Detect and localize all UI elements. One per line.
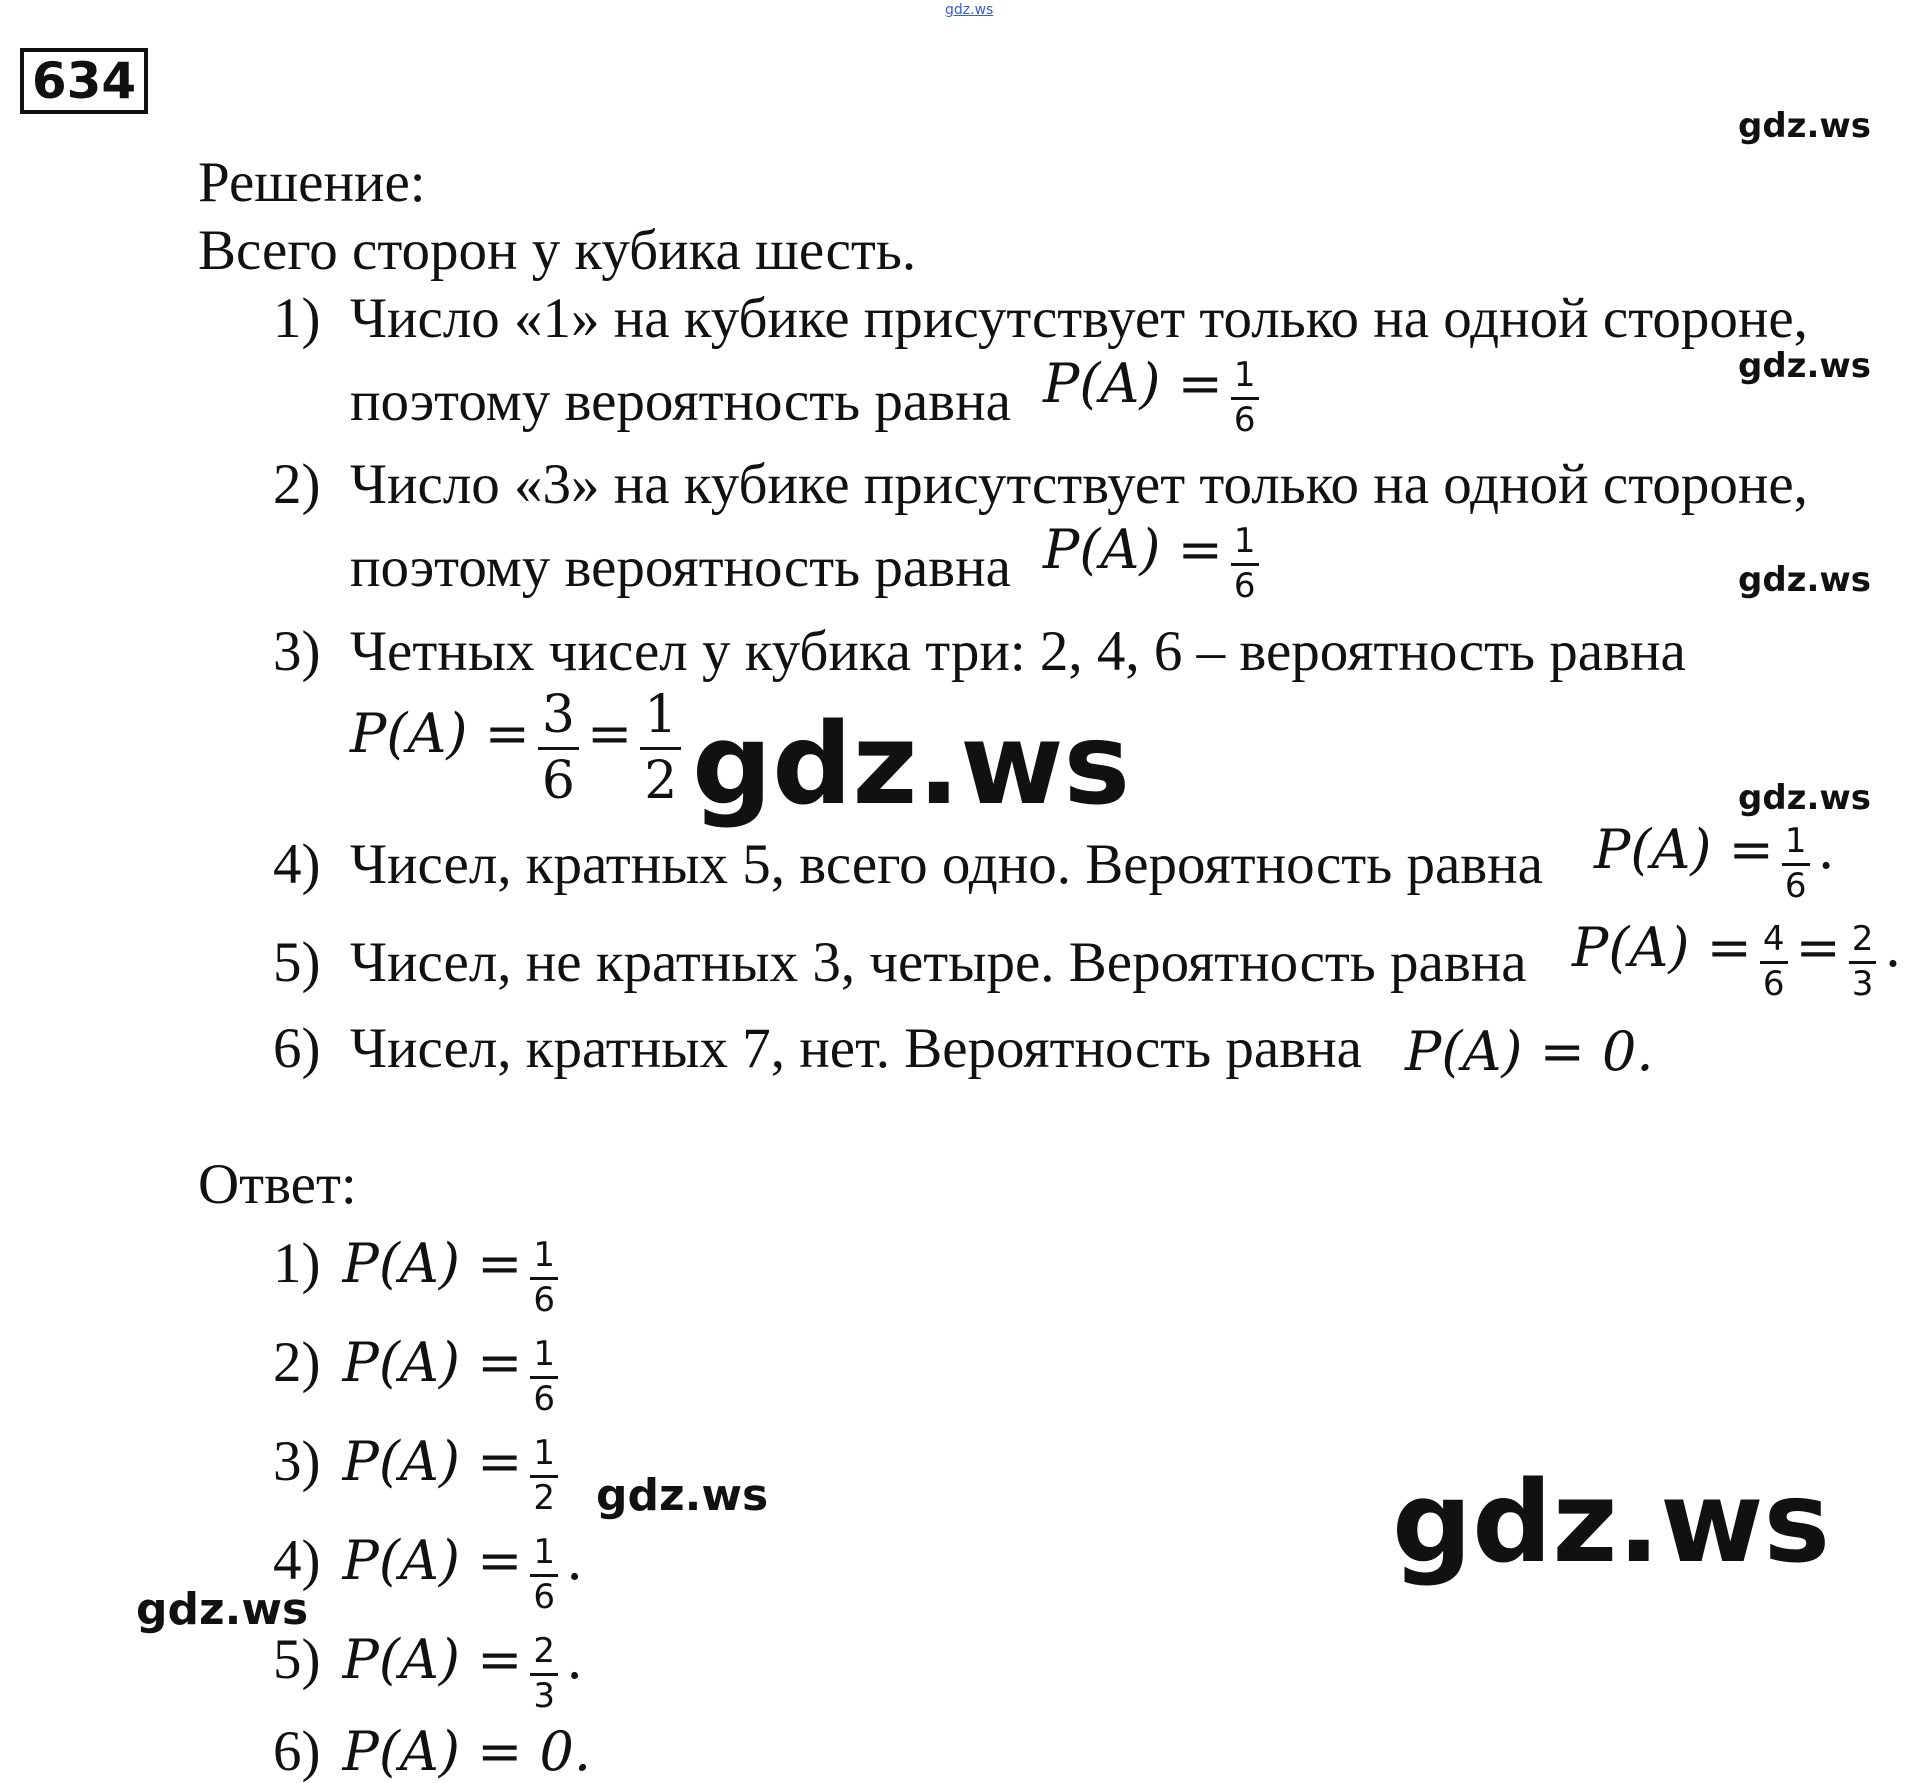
item4-frac-num: 1 xyxy=(1782,824,1810,866)
item3-expr: P(A) = xyxy=(350,701,530,765)
item4-fraction xyxy=(1782,821,1810,906)
answer4-frac-den: 6 xyxy=(533,1576,556,1617)
item4-formula xyxy=(1594,818,1835,905)
watermark-right-1: gdz.ws xyxy=(1738,106,1872,146)
answer3-expr: P(A) = xyxy=(342,1430,523,1493)
watermark-right-2: gdz.ws xyxy=(1738,346,1872,386)
item1-formula xyxy=(1043,352,1263,439)
answer4-frac-num: 1 xyxy=(530,1535,558,1577)
solution-label: Решение: xyxy=(198,151,426,214)
answer5-frac-num: 2 xyxy=(530,1634,558,1676)
answer5-frac-den: 3 xyxy=(533,1675,556,1716)
item2-frac-num: 1 xyxy=(1231,524,1259,566)
answer3-frac-num: 1 xyxy=(530,1436,558,1478)
item1-line2: поэтому вероятность равна xyxy=(350,370,1011,433)
item5-expr: P(A) = xyxy=(1572,916,1752,979)
watermark-top: gdz.ws xyxy=(945,2,994,18)
watermark-large-bottom-right: gdz.ws xyxy=(1392,1458,1831,1588)
answer-row-6 xyxy=(273,1720,591,1783)
item4-text: Чисел, кратных 5, всего одно. Вероятность равна xyxy=(350,833,1543,896)
answer4-expr: P(A) = xyxy=(342,1529,523,1592)
item5-number: 5) xyxy=(273,931,321,994)
item4-expr: P(A) = xyxy=(1594,818,1774,881)
item3-formula xyxy=(350,685,685,811)
answer1-number: 1) xyxy=(273,1232,321,1295)
item1-number: 1) xyxy=(273,287,321,350)
answer3-number: 3) xyxy=(273,1430,321,1493)
answer4-number: 4) xyxy=(273,1529,321,1592)
item3-equals: = xyxy=(586,701,633,765)
answer4-period: . xyxy=(566,1529,584,1592)
item6-number: 6) xyxy=(273,1017,321,1080)
item5-period: . xyxy=(1884,916,1902,979)
watermark-right-3: gdz.ws xyxy=(1738,560,1872,600)
answer-label: Ответ: xyxy=(198,1153,357,1216)
answer3-fraction xyxy=(530,1433,558,1518)
answer4-fraction xyxy=(530,1532,558,1617)
answer5-number: 5) xyxy=(273,1628,321,1691)
answer-row-5 xyxy=(273,1628,583,1715)
answer-row-3 xyxy=(273,1430,562,1517)
answer2-frac-num: 1 xyxy=(530,1337,558,1379)
answer1-fraction xyxy=(530,1235,558,1320)
item1-expr: P(A) = xyxy=(1043,352,1223,415)
watermark-answer-mid: gdz.ws xyxy=(596,1470,769,1521)
item6-expr: P(A) = 0. xyxy=(1405,1020,1654,1083)
item5-frac2-den: 3 xyxy=(1851,963,1874,1004)
item1-frac-num: 1 xyxy=(1231,358,1259,400)
item5-frac1-den: 6 xyxy=(1762,963,1785,1004)
item5-frac1-num: 4 xyxy=(1760,922,1788,964)
answer-row-4 xyxy=(273,1529,583,1616)
watermark-large-center: gdz.ws xyxy=(692,700,1131,830)
item1-frac-den: 6 xyxy=(1233,399,1256,440)
answer-row-1 xyxy=(273,1232,562,1319)
answer2-number: 2) xyxy=(273,1331,321,1394)
item2-expr: P(A) = xyxy=(1043,518,1223,581)
item2-line2: поэтому вероятность равна xyxy=(350,536,1011,599)
item5-text: Чисел, не кратных 3, четыре. Вероятность равна xyxy=(350,931,1527,994)
item6-text: Чисел, кратных 7, нет. Вероятность равна xyxy=(350,1017,1362,1080)
item2-fraction xyxy=(1231,521,1259,606)
item5-frac2-num: 2 xyxy=(1849,922,1877,964)
item2-formula xyxy=(1043,518,1263,605)
intro-text: Всего сторон у кубика шесть. xyxy=(198,219,917,282)
answer-row-2 xyxy=(273,1331,562,1418)
answer1-frac-num: 1 xyxy=(530,1238,558,1280)
item2-frac-den: 6 xyxy=(1233,565,1256,606)
answer1-expr: P(A) = xyxy=(342,1232,523,1295)
answer5-fraction xyxy=(530,1631,558,1716)
item1-line1: Число «1» на кубике присутствует только на одной стороне, xyxy=(350,287,1808,350)
item4-frac-den: 6 xyxy=(1784,865,1807,906)
watermark-right-4: gdz.ws xyxy=(1738,778,1872,818)
answer5-expr: P(A) = xyxy=(342,1628,523,1691)
item5-fraction-2 xyxy=(1849,919,1877,1004)
item2-number: 2) xyxy=(273,453,321,516)
item3-line1: Четных чисел у кубика три: 2, 4, 6 – вероятность равна xyxy=(350,620,1686,683)
answer1-frac-den: 6 xyxy=(533,1279,556,1320)
item4-number: 4) xyxy=(273,833,321,896)
item3-frac2-num: 1 xyxy=(640,688,681,750)
answer2-expr: P(A) = xyxy=(342,1331,523,1394)
item1-fraction xyxy=(1231,355,1259,440)
answer5-period: . xyxy=(566,1628,584,1691)
item5-equals: = xyxy=(1795,916,1841,979)
item3-frac2-den: 2 xyxy=(644,750,678,811)
item5-formula xyxy=(1572,916,1902,1003)
item3-fraction-1 xyxy=(538,685,579,811)
answer6-number: 6) xyxy=(273,1720,321,1783)
item4-period: . xyxy=(1817,818,1835,881)
task-number-box: 634 xyxy=(20,48,148,114)
item3-frac1-num: 3 xyxy=(538,688,579,750)
item5-fraction-1 xyxy=(1760,919,1788,1004)
watermark-answer-left: gdz.ws xyxy=(136,1584,309,1635)
answer6-expr: P(A) = 0. xyxy=(342,1720,592,1783)
item3-fraction-2 xyxy=(640,685,681,811)
item3-number: 3) xyxy=(273,620,321,683)
answer2-frac-den: 6 xyxy=(533,1378,556,1419)
item3-frac1-den: 6 xyxy=(541,750,575,811)
answer3-frac-den: 2 xyxy=(533,1477,556,1518)
answer2-fraction xyxy=(530,1334,558,1419)
item2-line1: Число «3» на кубике присутствует только на одной стороне, xyxy=(350,453,1808,516)
